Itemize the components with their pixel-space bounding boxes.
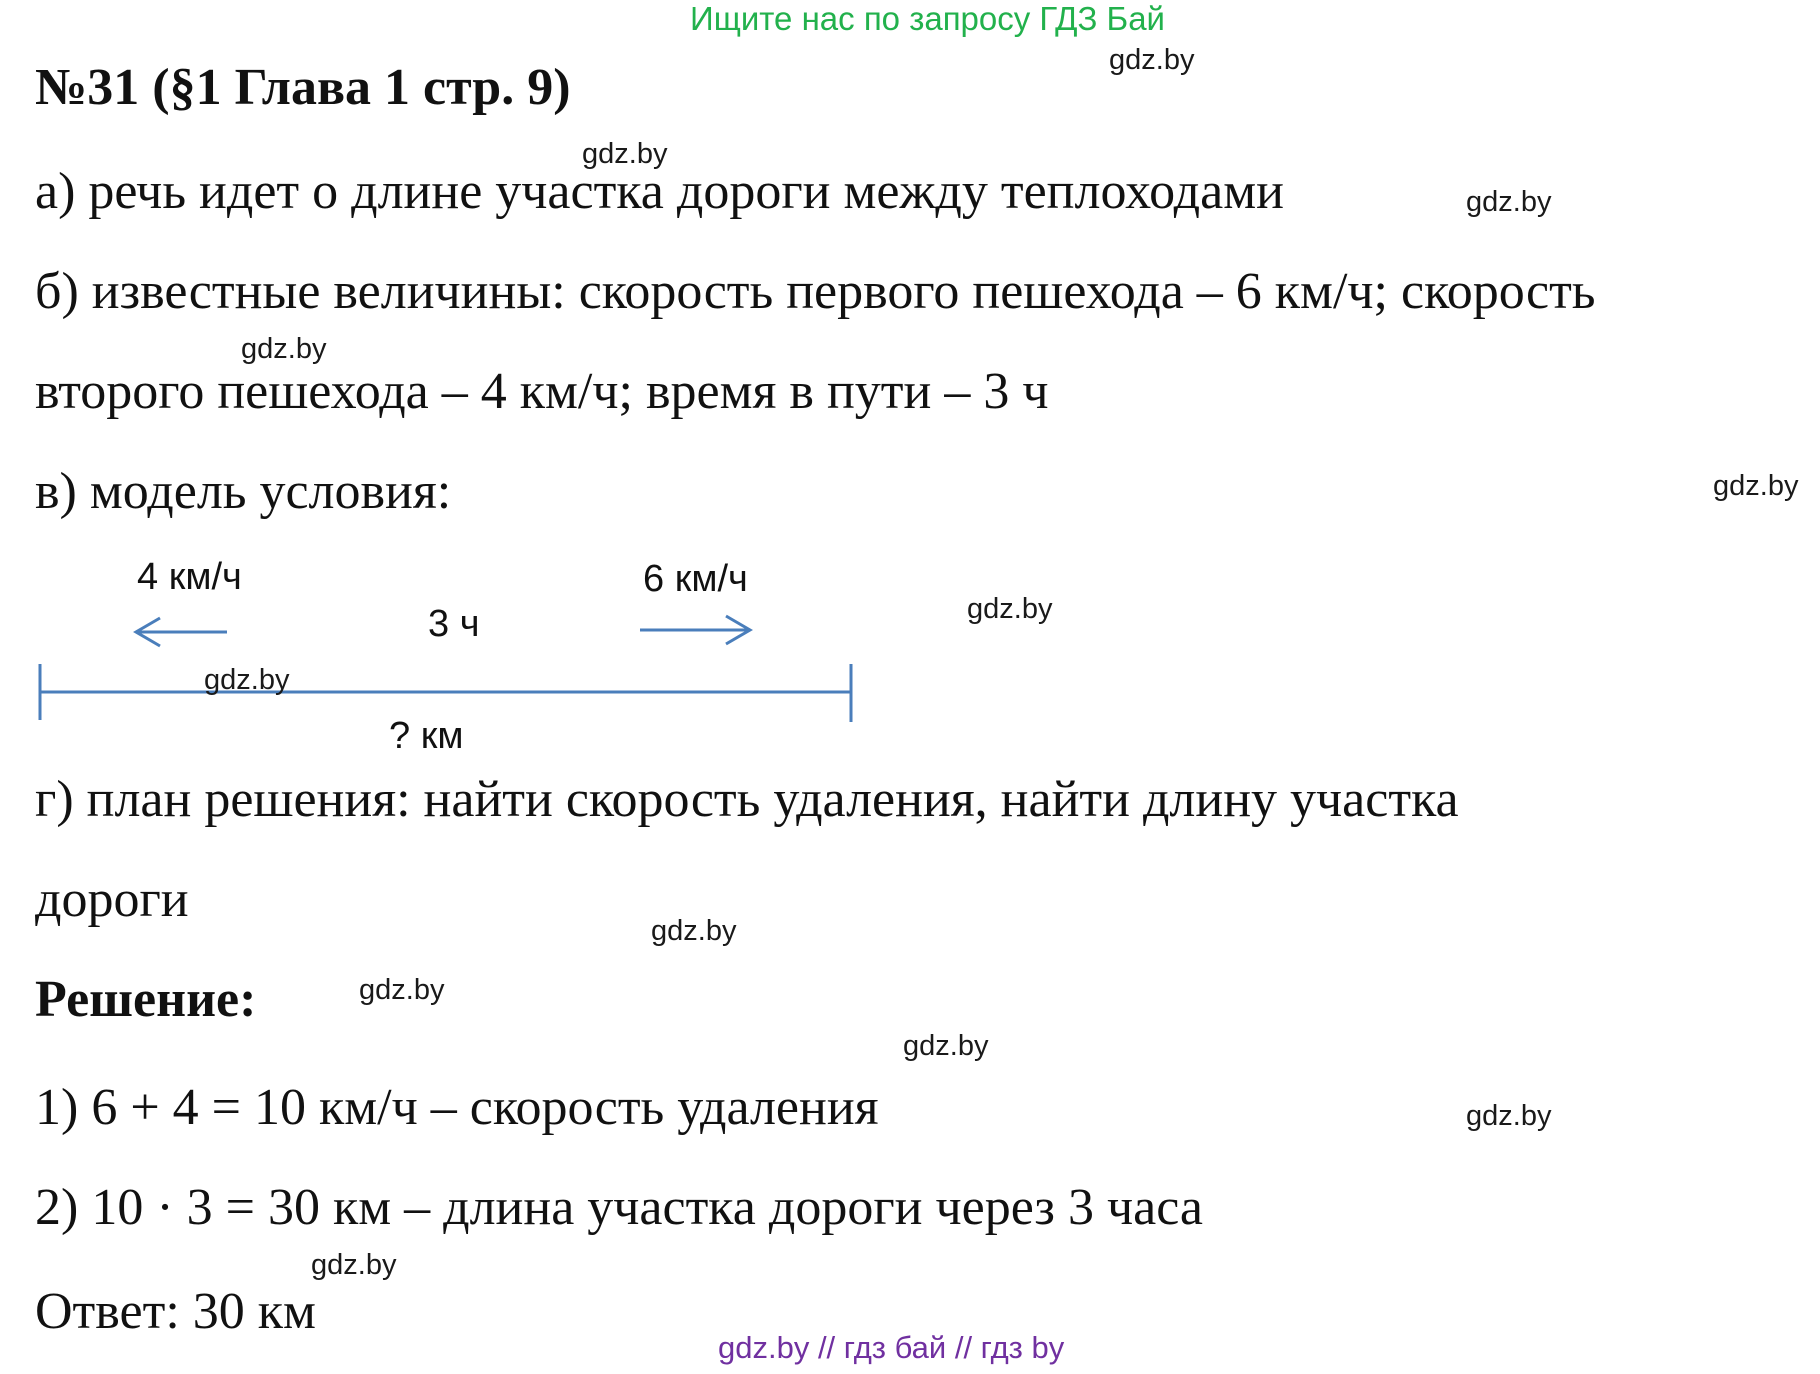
item-a: а) речь идет о длине участка дороги между теплоходами (35, 163, 1284, 220)
watermark: gdz.by (241, 333, 327, 365)
time-label: 3 ч (428, 603, 480, 645)
watermark: gdz.by (204, 664, 290, 696)
watermark: gdz.by (359, 974, 445, 1006)
watermark: gdz.by (651, 915, 737, 947)
segment-line (40, 664, 851, 722)
left-speed-label: 4 км/ч (137, 556, 242, 598)
solution-step-2: 2) 10 · 3 = 30 км – длина участка дороги через 3 часа (35, 1179, 1203, 1236)
watermark: gdz.by (1466, 1100, 1552, 1132)
solution-step-1: 1) 6 + 4 = 10 км/ч – скорость удаления (35, 1079, 879, 1136)
item-g-line2: дороги (35, 871, 189, 928)
watermark: gdz.by (1109, 44, 1195, 76)
item-b-line1: б) известные величины: скорость первого пешехода – 6 км/ч; скорость (35, 263, 1596, 320)
item-g-line1: г) план решения: найти скорость удаления, найти длину участка (35, 771, 1459, 828)
item-v: в) модель условия: (35, 463, 452, 520)
top-banner: Ищите нас по запросу ГДЗ Бай (690, 0, 1165, 37)
right-arrow (640, 616, 750, 644)
watermark: gdz.by (1466, 186, 1552, 218)
watermark: gdz.by (903, 1030, 989, 1062)
watermark: gdz.by (582, 138, 668, 170)
left-arrow (136, 618, 227, 646)
solution-heading: Решение: (35, 971, 257, 1028)
watermark: gdz.by (311, 1249, 397, 1281)
watermark: gdz.by (1713, 470, 1799, 502)
item-b-line2: второго пешехода – 4 км/ч; время в пути – 3 ч (35, 363, 1049, 420)
footer-links: gdz.by // гдз бай // гдз by (718, 1330, 1065, 1365)
watermark: gdz.by (967, 593, 1053, 625)
distance-label: ? км (389, 715, 464, 757)
answer: Ответ: 30 км (35, 1283, 316, 1340)
page-title: №31 (§1 Глава 1 стр. 9) (35, 59, 571, 116)
right-speed-label: 6 км/ч (643, 558, 748, 600)
